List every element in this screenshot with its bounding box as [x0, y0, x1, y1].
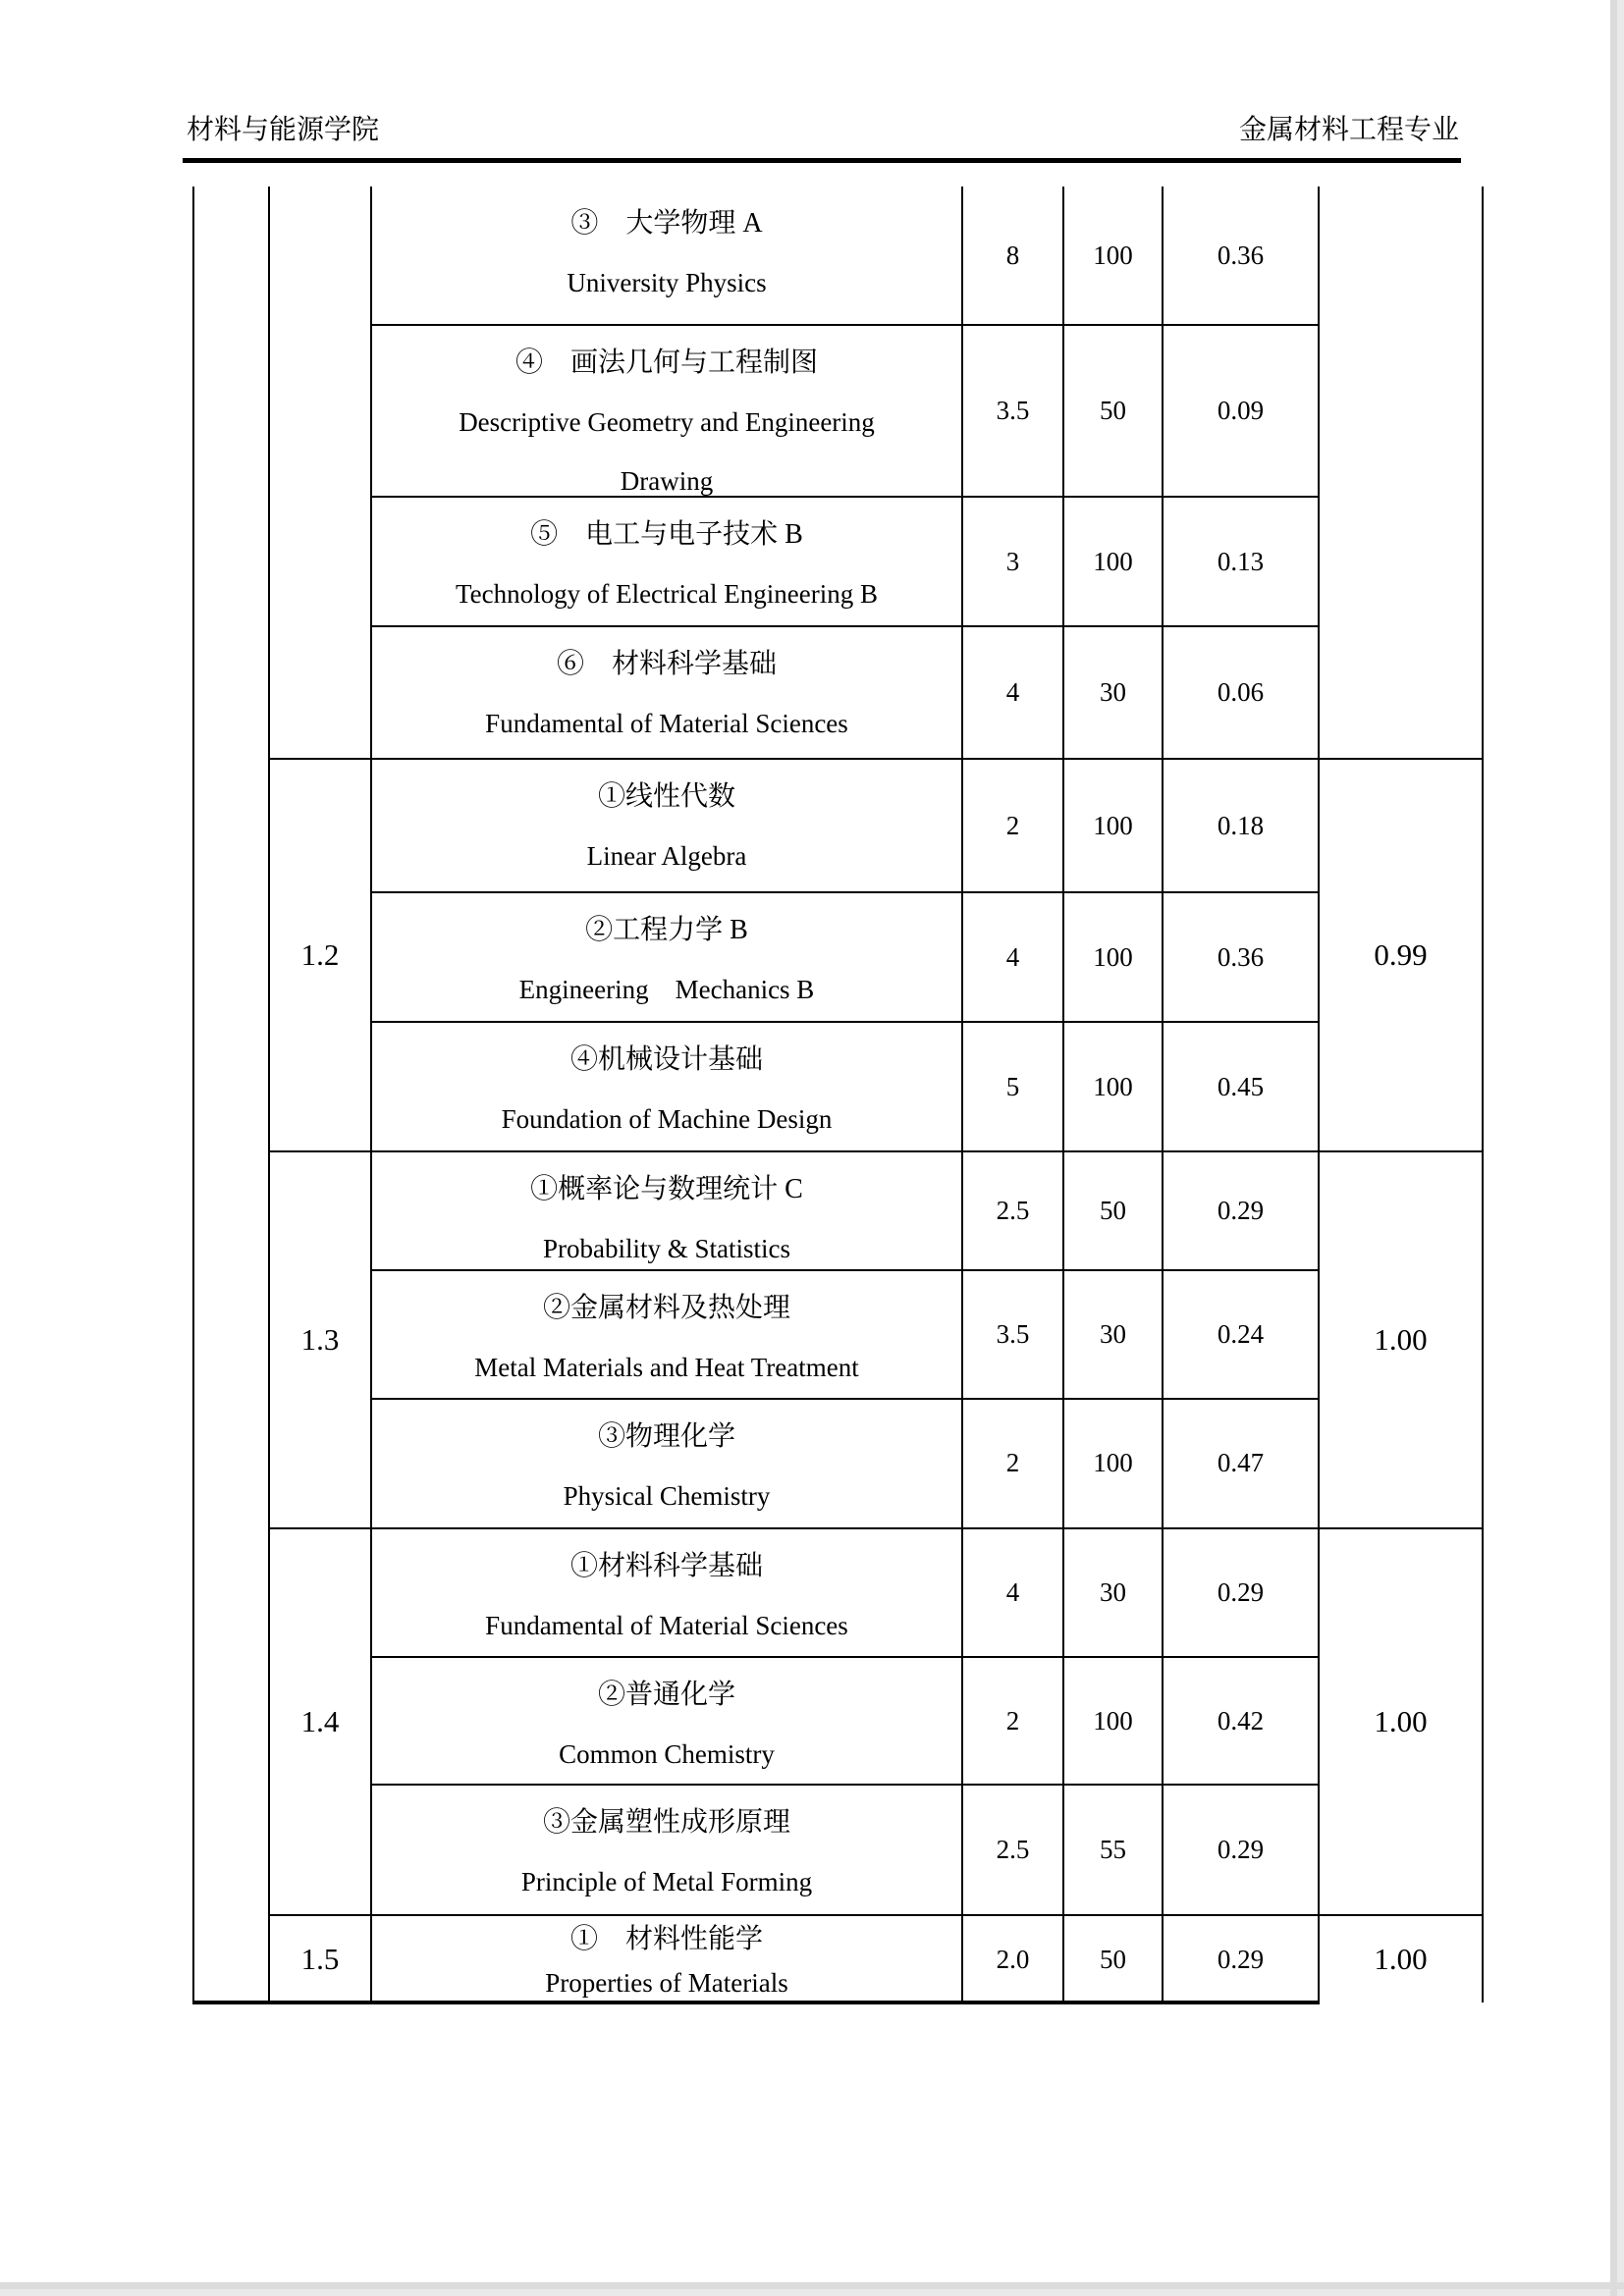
- section-sum: [1318, 1529, 1484, 1914]
- table-row: [372, 1152, 1318, 1269]
- course-title-zh: ④机械设计基础: [569, 1044, 763, 1075]
- weight-cell: 0.13: [1162, 498, 1318, 625]
- course-title-zh: ①线性代数: [597, 781, 735, 812]
- section-label-text: 1.2: [300, 937, 340, 972]
- credits-cell: 2.0: [961, 1916, 1062, 2002]
- curriculum-table: [192, 187, 1484, 2006]
- course-title-cell: [372, 498, 961, 625]
- weight-cell: 0.09: [1162, 326, 1318, 496]
- header-major: 金属材料工程专业: [1238, 115, 1459, 145]
- course-title-en: Technology of Electrical Engineering B: [456, 579, 878, 609]
- section-rows: [372, 760, 1318, 1150]
- section-sum: [1318, 760, 1484, 1150]
- page-edge-right: [1610, 0, 1617, 2296]
- credits-cell: 4: [961, 893, 1062, 1021]
- course-title-zh: ⑥ 材料科学基础: [556, 649, 777, 679]
- percent-cell: 100: [1062, 187, 1162, 324]
- percent-cell: 100: [1062, 760, 1162, 891]
- section-rows: [372, 1916, 1318, 2002]
- credits-cell: 3.5: [961, 326, 1062, 496]
- section-rows: [372, 187, 1318, 758]
- table-bottom-border: [192, 2001, 1320, 2004]
- section-label: [270, 1152, 372, 1527]
- credits-cell: 2: [961, 1400, 1062, 1528]
- course-title-zh: ②金属材料及热处理: [542, 1293, 790, 1323]
- course-title-en: Metal Materials and Heat Treatment: [474, 1353, 859, 1382]
- credits-cell: 4: [961, 1529, 1062, 1656]
- weight-cell: 0.29: [1162, 1152, 1318, 1269]
- section-label: [270, 187, 372, 758]
- section-1-5: [270, 1914, 1484, 2002]
- course-title-en: Properties of Materials: [545, 1968, 788, 1998]
- course-title-en: Common Chemistry: [559, 1739, 775, 1769]
- course-title-en: University Physics: [567, 268, 767, 297]
- header-college: 材料与能源学院: [187, 115, 380, 145]
- percent-cell: 55: [1062, 1786, 1162, 1914]
- percent-cell: 100: [1062, 498, 1162, 625]
- weight-cell: 0.29: [1162, 1529, 1318, 1656]
- weight-cell: 0.45: [1162, 1023, 1318, 1150]
- percent-cell: 100: [1062, 1023, 1162, 1150]
- course-title-zh: ②普通化学: [597, 1680, 735, 1710]
- section-label: [270, 1916, 372, 2002]
- weight-cell: 0.24: [1162, 1271, 1318, 1398]
- table-main-area: [270, 187, 1484, 2006]
- course-title-zh: ①概率论与数理统计 C: [530, 1174, 803, 1204]
- course-title-cell: [372, 1152, 961, 1269]
- section-label-text: 1.3: [300, 1322, 340, 1357]
- spacer-column: [192, 187, 270, 2002]
- credits-cell: 3: [961, 498, 1062, 625]
- table-row: [372, 187, 1318, 324]
- header-rule: [183, 158, 1461, 163]
- section-rows: [372, 1529, 1318, 1914]
- course-title-cell: [372, 1400, 961, 1528]
- course-title-en: Fundamental of Material Sciences: [485, 1611, 848, 1640]
- table-row: [372, 891, 1318, 1021]
- section-rows: [372, 1152, 1318, 1527]
- course-title-zh: ⑤ 电工与电子技术 B: [530, 519, 803, 550]
- course-title-zh: ① 材料性能学: [569, 1924, 763, 1954]
- course-title-cell: [372, 893, 961, 1021]
- section-1-1: [270, 187, 1484, 758]
- course-title-zh: ④ 画法几何与工程制图: [514, 347, 818, 378]
- section-sum-text: 1.00: [1374, 1704, 1428, 1738]
- section-1-2: [270, 758, 1484, 1150]
- course-title-cell: [372, 1023, 961, 1150]
- course-title-zh: ②工程力学 B: [585, 915, 748, 945]
- course-title-zh: ③物理化学: [597, 1420, 735, 1452]
- table-row: [372, 625, 1318, 758]
- credits-cell: 3.5: [961, 1271, 1062, 1398]
- course-title-en: Linear Algebra: [586, 841, 747, 871]
- weight-cell: 0.06: [1162, 627, 1318, 758]
- section-sum-text: 0.99: [1374, 937, 1428, 972]
- weight-cell: 0.36: [1162, 187, 1318, 324]
- course-title-cell: [372, 1786, 961, 1914]
- course-title-en-line2: Drawing: [620, 466, 714, 496]
- section-sum-text: 1.00: [1374, 1942, 1428, 1976]
- credits-cell: 2: [961, 1658, 1062, 1784]
- credits-cell: 2: [961, 760, 1062, 891]
- percent-cell: 30: [1062, 1271, 1162, 1398]
- credits-cell: 8: [961, 187, 1062, 324]
- course-title-en: Engineering Mechanics B: [518, 975, 815, 1004]
- course-title-cell: [372, 326, 961, 496]
- course-title-en: Descriptive Geometry and Engineering: [459, 407, 875, 437]
- percent-cell: 50: [1062, 1916, 1162, 2002]
- table-row: [372, 1916, 1318, 2002]
- section-label-text: 1.5: [300, 1942, 340, 1976]
- credits-cell: 2.5: [961, 1152, 1062, 1269]
- percent-cell: 30: [1062, 627, 1162, 758]
- section-sum: [1318, 1916, 1484, 2002]
- credits-cell: 5: [961, 1023, 1062, 1150]
- table-row: [372, 1529, 1318, 1656]
- weight-cell: 0.47: [1162, 1400, 1318, 1528]
- course-title-cell: [372, 1916, 961, 2002]
- page-edge-bottom: [0, 2282, 1624, 2289]
- percent-cell: 30: [1062, 1529, 1162, 1656]
- percent-cell: 50: [1062, 326, 1162, 496]
- credits-cell: 4: [961, 627, 1062, 758]
- section-sum: [1318, 1152, 1484, 1527]
- section-label: [270, 1529, 372, 1914]
- percent-cell: 100: [1062, 1658, 1162, 1784]
- table-row: [372, 1784, 1318, 1914]
- course-title-cell: [372, 1658, 961, 1784]
- table-row: [372, 760, 1318, 891]
- course-title-cell: [372, 1271, 961, 1398]
- course-title-cell: [372, 1529, 961, 1656]
- table-row: [372, 1656, 1318, 1784]
- section-1-4: [270, 1527, 1484, 1914]
- page-header: [187, 114, 1459, 147]
- table-row: [372, 496, 1318, 625]
- table-row: [372, 1021, 1318, 1150]
- table-row: [372, 324, 1318, 496]
- weight-cell: 0.42: [1162, 1658, 1318, 1784]
- percent-cell: 100: [1062, 893, 1162, 1021]
- percent-cell: 100: [1062, 1400, 1162, 1528]
- section-sum-text: 1.00: [1374, 1322, 1428, 1357]
- table-row: [372, 1269, 1318, 1398]
- weight-cell: 0.18: [1162, 760, 1318, 891]
- section-label: [270, 760, 372, 1150]
- section-label-text: 1.4: [300, 1704, 340, 1738]
- course-title-zh: ③金属塑性成形原理: [542, 1807, 790, 1838]
- course-title-en: Fundamental of Material Sciences: [485, 709, 848, 738]
- section-1-3: [270, 1150, 1484, 1527]
- course-title-en: Principle of Metal Forming: [520, 1867, 813, 1896]
- weight-cell: 0.36: [1162, 893, 1318, 1021]
- credits-cell: 2.5: [961, 1786, 1062, 1914]
- weight-cell: 0.29: [1162, 1916, 1318, 2002]
- course-title-cell: [372, 187, 961, 324]
- course-title-zh: ③ 大学物理 A: [570, 208, 763, 239]
- course-title-cell: [372, 627, 961, 758]
- course-title-cell: [372, 760, 961, 891]
- section-sum: [1318, 187, 1484, 758]
- course-title-en: Foundation of Machine Design: [501, 1104, 833, 1134]
- course-title-zh: ①材料科学基础: [569, 1551, 763, 1581]
- percent-cell: 50: [1062, 1152, 1162, 1269]
- course-title-en: Physical Chemistry: [563, 1480, 771, 1511]
- table-row: [372, 1398, 1318, 1528]
- weight-cell: 0.29: [1162, 1786, 1318, 1914]
- course-title-en: Probability & Statistics: [542, 1234, 790, 1263]
